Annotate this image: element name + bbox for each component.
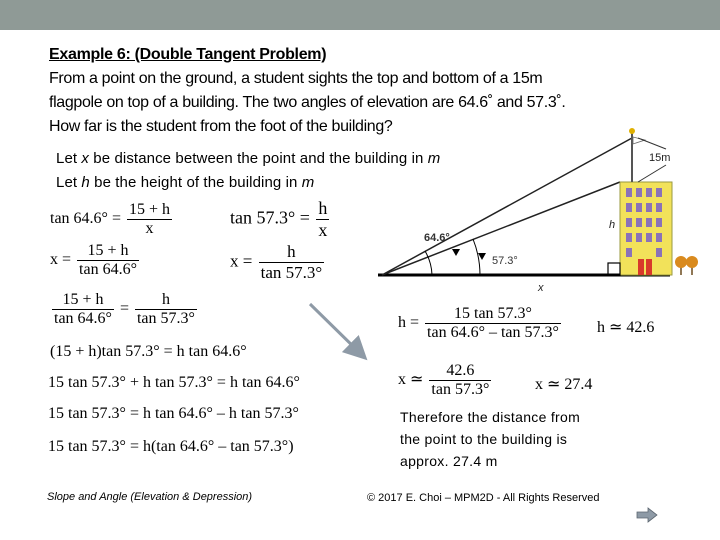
conclusion-line: approx. 27.4 m bbox=[400, 453, 498, 469]
conclusion-line: the point to the building is bbox=[400, 431, 568, 447]
equation-equate: $\frac{15 + h}{\tan 64.6^\circ}$ = $\frac{h}{\tan 57.3^\circ}$ bbox=[54, 291, 195, 327]
trees bbox=[675, 256, 698, 275]
flagpole-top bbox=[629, 128, 635, 134]
slide-top-bar bbox=[0, 0, 720, 30]
problem-line: From a point on the ground, a student sights the top and bottom of a 15m bbox=[49, 70, 543, 87]
angle-arrow bbox=[478, 253, 486, 260]
pointer-arrow bbox=[305, 300, 375, 365]
footer-course-topic: Slope and Angle (Elevation & Depression) bbox=[47, 491, 253, 503]
elevation-diagram bbox=[370, 125, 710, 295]
equation-x-solution: x ≃ $\frac{42.6}{\tan 57.3^\circ}$ bbox=[398, 362, 490, 398]
problem-line: flagpole on top of a building. The two angles of elevation are 64.6˚ and 57.3˚. bbox=[49, 94, 566, 111]
right-angle-marker bbox=[608, 263, 620, 275]
x-approximation: x ≃ 27.4 bbox=[535, 376, 593, 393]
flag-height-label: 15m bbox=[649, 152, 671, 164]
equation-collect: 15 tan 57.3° = h tan 64.6° – h tan 57.3° bbox=[48, 405, 299, 422]
angle-label-64: 64.6° bbox=[424, 232, 450, 244]
footer-copyright: © 2017 E. Choi – MPM2D - All Rights Reserved bbox=[367, 492, 600, 504]
door bbox=[638, 259, 644, 275]
let-x-line: Let x be distance between the point and the building in m bbox=[56, 150, 441, 167]
equation-h-solution: h = $\frac{15 \tan 57.3^\circ}{\tan 64.6^\circ - \tan 57.3^\circ}$ bbox=[398, 305, 559, 341]
conclusion-text bbox=[400, 406, 630, 472]
equation-tan-57: tan 57.3° = $\frac{h}{x}$ bbox=[230, 198, 328, 240]
angle-arc bbox=[473, 239, 480, 275]
angle-arrow bbox=[452, 249, 460, 256]
door bbox=[646, 259, 652, 275]
h-approximation: h ≃ 42.6 bbox=[597, 319, 655, 336]
building-height-label: h bbox=[609, 219, 616, 231]
conclusion-line: Therefore the distance from bbox=[400, 409, 581, 425]
next-slide-arrow-icon[interactable] bbox=[636, 507, 658, 523]
equation-x-from-57: x = $\frac{h}{\tan 57.3^\circ}$ bbox=[230, 242, 323, 282]
equation-factor: 15 tan 57.3° = h(tan 64.6° – tan 57.3°) bbox=[48, 438, 294, 455]
equation-cross-multiply: (15 + h)tan 57.3° = h tan 64.6° bbox=[50, 343, 247, 360]
slide-title: Example 6: (Double Tangent Problem) bbox=[49, 46, 327, 63]
equation-x-from-64: x = $\frac{15 + h}{\tan 64.6^\circ}$ bbox=[50, 242, 137, 278]
equation-tan-64: tan 64.6° = $\frac{15 + h}{x}$ bbox=[50, 201, 170, 237]
equation-expand: 15 tan 57.3° + h tan 57.3° = h tan 64.6° bbox=[48, 374, 300, 391]
distance-x-label: x bbox=[538, 282, 544, 294]
angle-label-57: 57.3° bbox=[492, 255, 518, 267]
let-h-line: Let h be the height of the building in m bbox=[56, 174, 315, 191]
angle-arc bbox=[425, 251, 432, 275]
problem-line: How far is the student from the foot of the building? bbox=[49, 118, 393, 135]
